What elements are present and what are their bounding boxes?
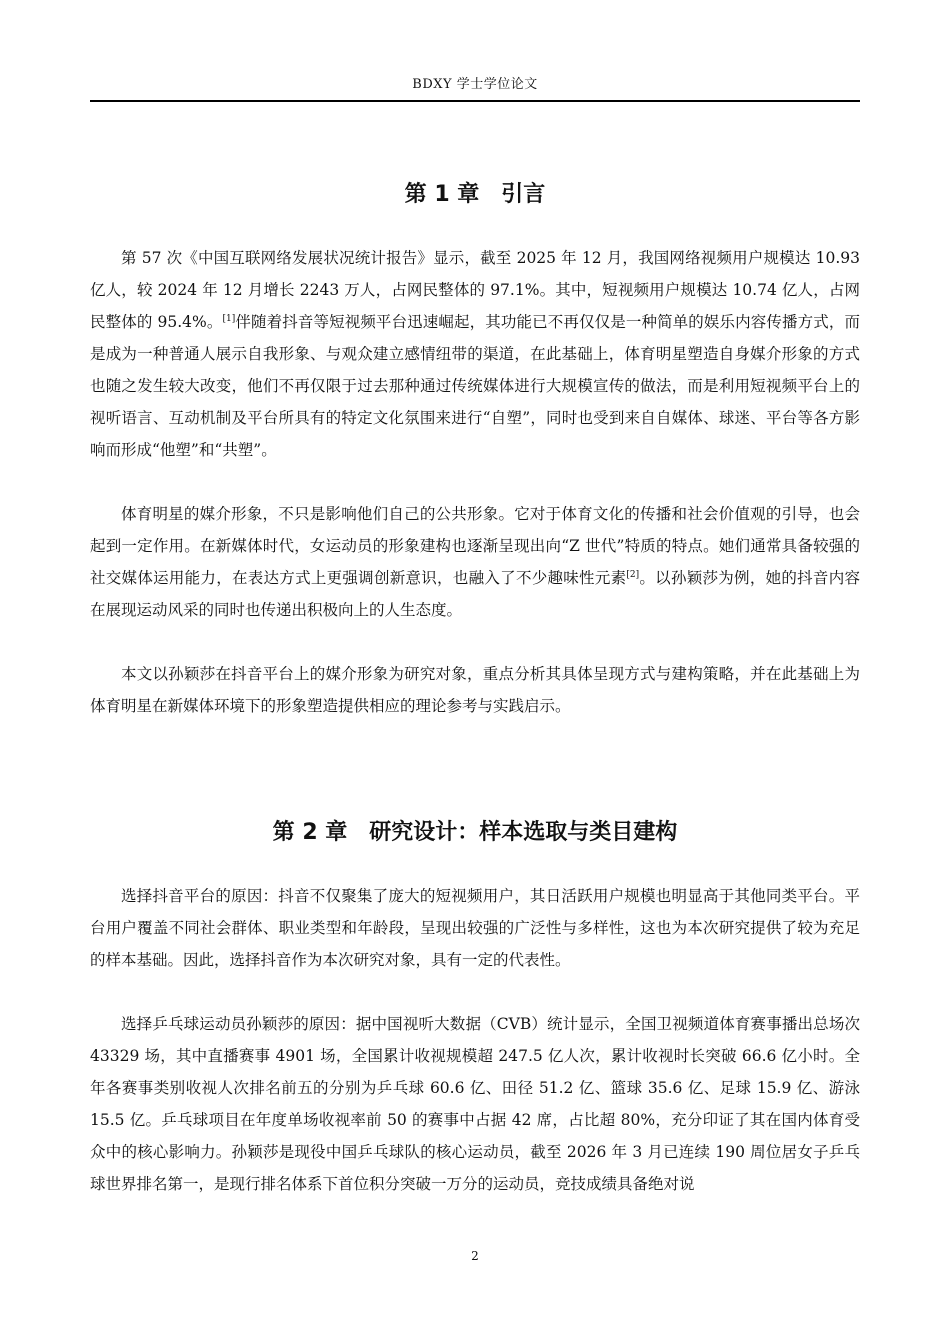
body-paragraph: 选择抖音平台的原因：抖音不仅聚集了庞大的短视频用户，其日活跃用户规模也明显高于其他同类平台。平台用户覆盖不同社会群体、职业类型和年龄段，呈现出较强的广泛性与多样性，这也为本次研究提供了较为充足的样本基础。因此，选择抖音作为本次研究对象，具有一定的代表性。 — [90, 887, 860, 969]
citation-marker: [2] — [626, 569, 640, 580]
body-paragraph — [90, 242, 860, 466]
page-number: 2 — [471, 1249, 479, 1263]
paragraph-text: 体育明星的媒介形象，不只是影响他们自己的公共形象。它对于体育文化的传播和社会价值观的引导，也会起到一定作用。在新媒体时代，女运动员的形象建构也逐渐呈现出向“Z 世代”特质的特点。她们通常具备较强的社交媒体运用能力，在表达方式上更强调创新意识，也融入了不少趣味性元素 — [90, 505, 860, 587]
running-header: BDXY 学士学位论文 — [412, 77, 538, 92]
body-paragraph: 选择乒乓球运动员孙颖莎的原因：据中国视听大数据（CVB）统计显示，全国卫视频道体育赛事播出总场次 43329 场，其中直播赛事 4901 场，全国累计收视规模超 247.5 亿人次，累计收视时长突破 66.6 亿小时。全年各赛事类别收视人次排名前五的分别为乒乓球 60.6 亿、田径 51.2 亿、篮球 35.6 亿、足球 15.9 亿、游泳 15.5 亿。乒乓球项目在年度单场收视率前 50 的赛事中占据 42 席，占比超 80%，充分印证了其在国内体育受众中的核心影响力。孙颖莎是现役中国乒乓球队的核心运动员，截至 2026 年 3 月已连续 190 周位居女子乒乓球世界排名第一，是现行排名体系下首位积分突破一万分的运动员，竞技成绩具备绝对说 — [90, 1015, 860, 1193]
paragraph-text: 第 57 次《中国互联网络发展状况统计报告》显示，截至 2025 年 12 月，我国网络视频用户规模达 10.93 亿人，较 2024 年 12 月增长 2243 万人，占网民整体的 97.1%。其中，短视频用户规模达 10.74 亿人，占网民整体的 95.4%。 — [90, 249, 860, 331]
header-rule — [90, 100, 860, 102]
chapter-1-heading: 第 1 章 引言 — [404, 182, 546, 207]
body-paragraph — [90, 498, 860, 626]
body-paragraph: 本文以孙颖莎在抖音平台上的媒介形象为研究对象，重点分析其具体呈现方式与建构策略，并在此基础上为体育明星在新媒体环境下的形象塑造提供相应的理论参考与实践启示。 — [90, 665, 860, 715]
citation-marker: [1] — [222, 313, 236, 324]
chapter-2-heading: 第 2 章 研究设计：样本选取与类目建构 — [272, 820, 678, 845]
paragraph-text: 。以孙颖莎为例，她的抖音内容在展现运动风采的同时也传递出积极向上的人生态度。 — [90, 569, 860, 619]
paragraph-text: 伴随着抖音等短视频平台迅速崛起，其功能已不再仅仅是一种简单的娱乐内容传播方式，而是成为一种普通人展示自我形象、与观众建立感情纽带的渠道，在此基础上，体育明星塑造自身媒介形象的方式也随之发生较大改变，他们不再仅限于过去那种通过传统媒体进行大规模宣传的做法，而是利用短视频平台上的视听语言、互动机制及平台所具有的特定文化氛围来进行“自塑”，同时也受到来自自媒体、球迷、平台等各方影响而形成“他塑”和“共塑”。 — [90, 313, 860, 459]
